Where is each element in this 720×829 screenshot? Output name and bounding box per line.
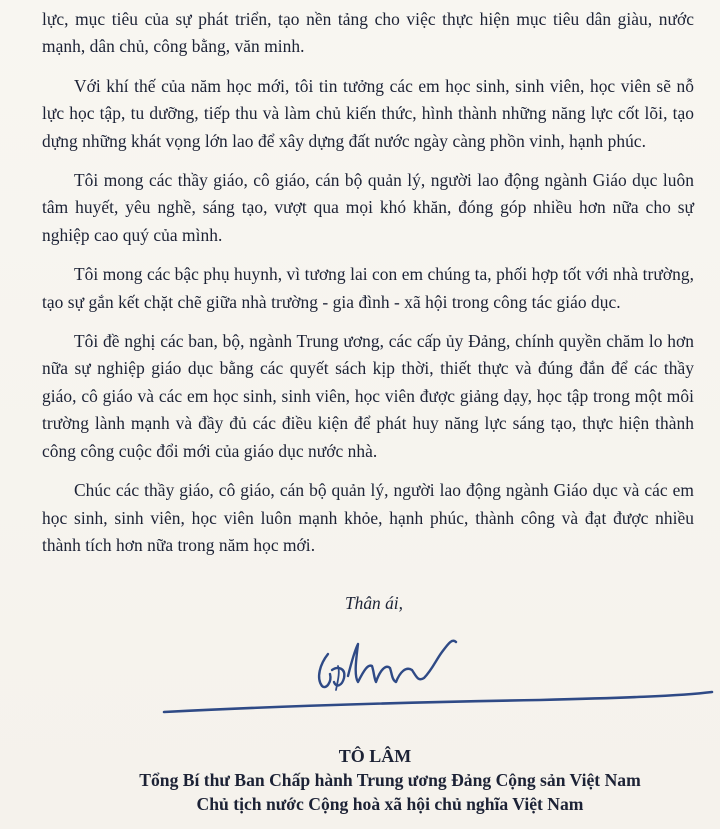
paragraph-teachers: Tôi mong các thầy giáo, cô giáo, cán bộ quản lý, người lao động ngành Giáo dục luôn tâm huyết, yêu nghề, sáng tạo, vượt qua mọi khó khăn, đóng góp nhiều hơn nữa cho sự nghiệp cao quý của mình. bbox=[42, 170, 694, 245]
paragraph-parents: Tôi mong các bậc phụ huynh, vì tương lai con em chúng ta, phối hợp tốt với nhà trường, tạo sự gắn kết chặt chẽ giữa nhà trường - gia đình - xã hội trong công tác giáo dục. bbox=[42, 264, 694, 312]
paragraph-authorities: Tôi đề nghị các ban, bộ, ngành Trung ương, các cấp ủy Đảng, chính quyền chăm lo hơn nữa sự nghiệp giáo dục bằng các quyết sách kịp thời, thiết thực và đúng đắn để các thầy giáo, cô giáo và các em học sinh, sinh viên, học viên được giảng dạy, học tập trong một môi trường lành mạnh và đầy đủ các điều kiện để phát huy năng lực sáng tạo, thực hiện thành công công cuộc đổi mới của giáo dục nước nhà. bbox=[42, 331, 694, 461]
signer-title-party: Tổng Bí thư Ban Chấp hành Trung ương Đảng Cộng sản Việt Nam bbox=[139, 770, 641, 790]
signer-name: TÔ LÂM bbox=[338, 746, 412, 766]
handwritten-signature bbox=[160, 620, 720, 720]
paragraph-students: Với khí thế của năm học mới, tôi tin tưởng các em học sinh, sinh viên, học viên sẽ nỗ lực học tập, tu dưỡng, tiếp thu và làm chủ kiến thức, hình thành những năng lực cốt lõi, tạo dựng những khát vọng lớn lao để xây dựng đất nước ngày càng phồn vinh, hạnh phúc. bbox=[42, 75, 694, 151]
signer-block bbox=[0, 744, 720, 816]
paragraph-wishes: Chúc các thầy giáo, cô giáo, cán bộ quản lý, người lao động ngành Giáo dục và các em học sinh, sinh viên, học viên luôn mạnh khỏe, hạnh phúc, thành công và đạt được nhiều thành tích hơn nữa trong năm học mới. bbox=[42, 480, 694, 555]
letter-body bbox=[42, 6, 694, 571]
paragraph-continuation: lực, mục tiêu của sự phát triển, tạo nền tảng cho việc thực hiện mục tiêu dân giàu, nước mạnh, dân chủ, công bằng, văn minh. bbox=[42, 9, 694, 57]
signer-title-state: Chủ tịch nước Cộng hoà xã hội chủ nghĩa Việt Nam bbox=[196, 794, 584, 814]
closing-salutation: Thân ái, bbox=[345, 593, 403, 613]
